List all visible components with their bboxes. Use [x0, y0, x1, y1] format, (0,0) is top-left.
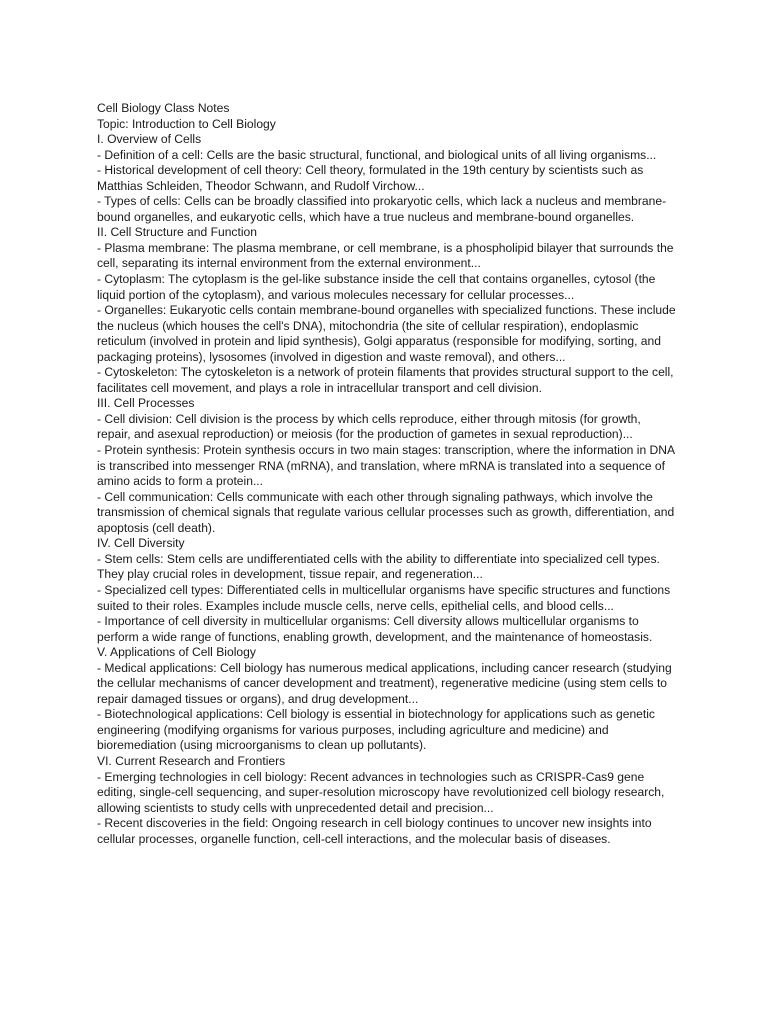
- section-heading-applications: V. Applications of Cell Biology: [97, 645, 256, 660]
- section-heading-overview: I. Overview of Cells: [97, 132, 202, 147]
- section-heading-processes: III. Cell Processes: [97, 396, 195, 411]
- document-title: Cell Biology Class Notes: [97, 101, 230, 115]
- note-cell-theory-history: - Historical development of cell theory: Cell theory, formulated in the 19th century by scientists such as Matthias Schleiden, Theodor Schwann, and Rudolf Virchow...: [97, 163, 644, 193]
- note-definition-of-cell: - Definition of a cell: Cells are the basic structural, functional, and biological units of all living organisms...: [97, 147, 657, 162]
- note-recent-discoveries: - Recent discoveries in the field: Ongoing research in cell biology continues to uncover new insights into cellular processes, organelle function, cell-cell interactions, and the molecular basis of diseases.: [97, 816, 652, 846]
- note-specialized-cell-types: - Specialized cell types: Differentiated cells in multicellular organisms have specific structures and functions suited to their roles. Examples include muscle cells, nerve cells, epithelial cells, and blood cells...: [97, 582, 671, 613]
- note-cytoplasm: - Cytoplasm: The cytoplasm is the gel-like substance inside the cell that contains organelles, cytosol (the liquid portion of the cytoplasm), and various molecules necessary for cellular processes...: [97, 272, 656, 302]
- note-cell-communication: - Cell communication: Cells communicate with each other through signaling pathways, which involve the transmission of chemical signals that regulate various cellular processes such as growth, differentiation, and apoptosis (cell death).: [97, 489, 675, 535]
- note-types-of-cells: - Types of cells: Cells can be broadly classified into prokaryotic cells, which lack a nucleus and membrane-bound organelles, and eukaryotic cells, which have a true nucleus and membrane-bound organelles.: [97, 194, 667, 224]
- document-topic: Topic: Introduction to Cell Biology: [97, 116, 276, 131]
- note-plasma-membrane: - Plasma membrane: The plasma membrane, or cell membrane, is a phospholipid bilayer that surrounds the cell, separating its internal environment from the external environment...: [97, 240, 674, 271]
- note-medical-applications: - Medical applications: Cell biology has numerous medical applications, including cancer research (studying the cellular mechanisms of cancer development and treatment), regenerative medicine (using stem cells to repair damaged tissues or organs), and drug development...: [97, 660, 672, 706]
- section-heading-diversity: IV. Cell Diversity: [97, 536, 185, 551]
- note-cytoskeleton: - Cytoskeleton: The cytoskeleton is a network of protein filaments that provides structural support to the cell, facilitates cell movement, and plays a role in intracellular transport and cell division.: [97, 365, 674, 395]
- note-stem-cells: - Stem cells: Stem cells are undifferentiated cells with the ability to differentiate into specialized cell types. They play crucial roles in development, tissue repair, and regeneration...: [97, 551, 660, 582]
- note-protein-synthesis: - Protein synthesis: Protein synthesis occurs in two main stages: transcription, where the information in DNA is transcribed into messenger RNA (mRNA), and translation, where mRNA is translated into a sequence of amino acids to form a protein...: [97, 443, 675, 489]
- section-heading-structure: II. Cell Structure and Function: [97, 225, 257, 240]
- note-biotech-applications: - Biotechnological applications: Cell biology is essential in biotechnology for applications such as genetic engineering (modifying organisms for various purposes, including agriculture and medicine) and bioremediation (using microorganisms to clean up pollutants).: [97, 707, 655, 753]
- section-heading-research: VI. Current Research and Frontiers: [97, 753, 286, 768]
- document-page: [97, 101, 677, 847]
- note-emerging-technologies: - Emerging technologies in cell biology: Recent advances in technologies such as CRISPR-Cas9 gene editing, single-cell sequencing, and super-resolution microscopy have revolutionized cell biology research, allowing scientists to study cells with unprecedented detail and precision...: [97, 769, 665, 815]
- note-cell-division: - Cell division: Cell division is the process by which cells reproduce, either through mitosis (for growth, repair, and asexual reproduction) or meiosis (for the production of gametes in sexual reproduction)...: [97, 411, 641, 442]
- note-organelles: - Organelles: Eukaryotic cells contain membrane-bound organelles with specialized functions. These include the nucleus (which houses the cell's DNA), mitochondria (the site of cellular respiration), endoplasmic reticulum (involved in protein and lipid synthesis), Golgi apparatus (responsible for modifying, sorting, and packaging proteins), lysosomes (involved in digestion and waste removal), and others...: [97, 303, 676, 364]
- note-importance-of-diversity: - Importance of cell diversity in multicellular organisms: Cell diversity allows multicellular organisms to perform a wide range of functions, enabling growth, development, and the maintenance of homeostasis.: [97, 614, 653, 644]
